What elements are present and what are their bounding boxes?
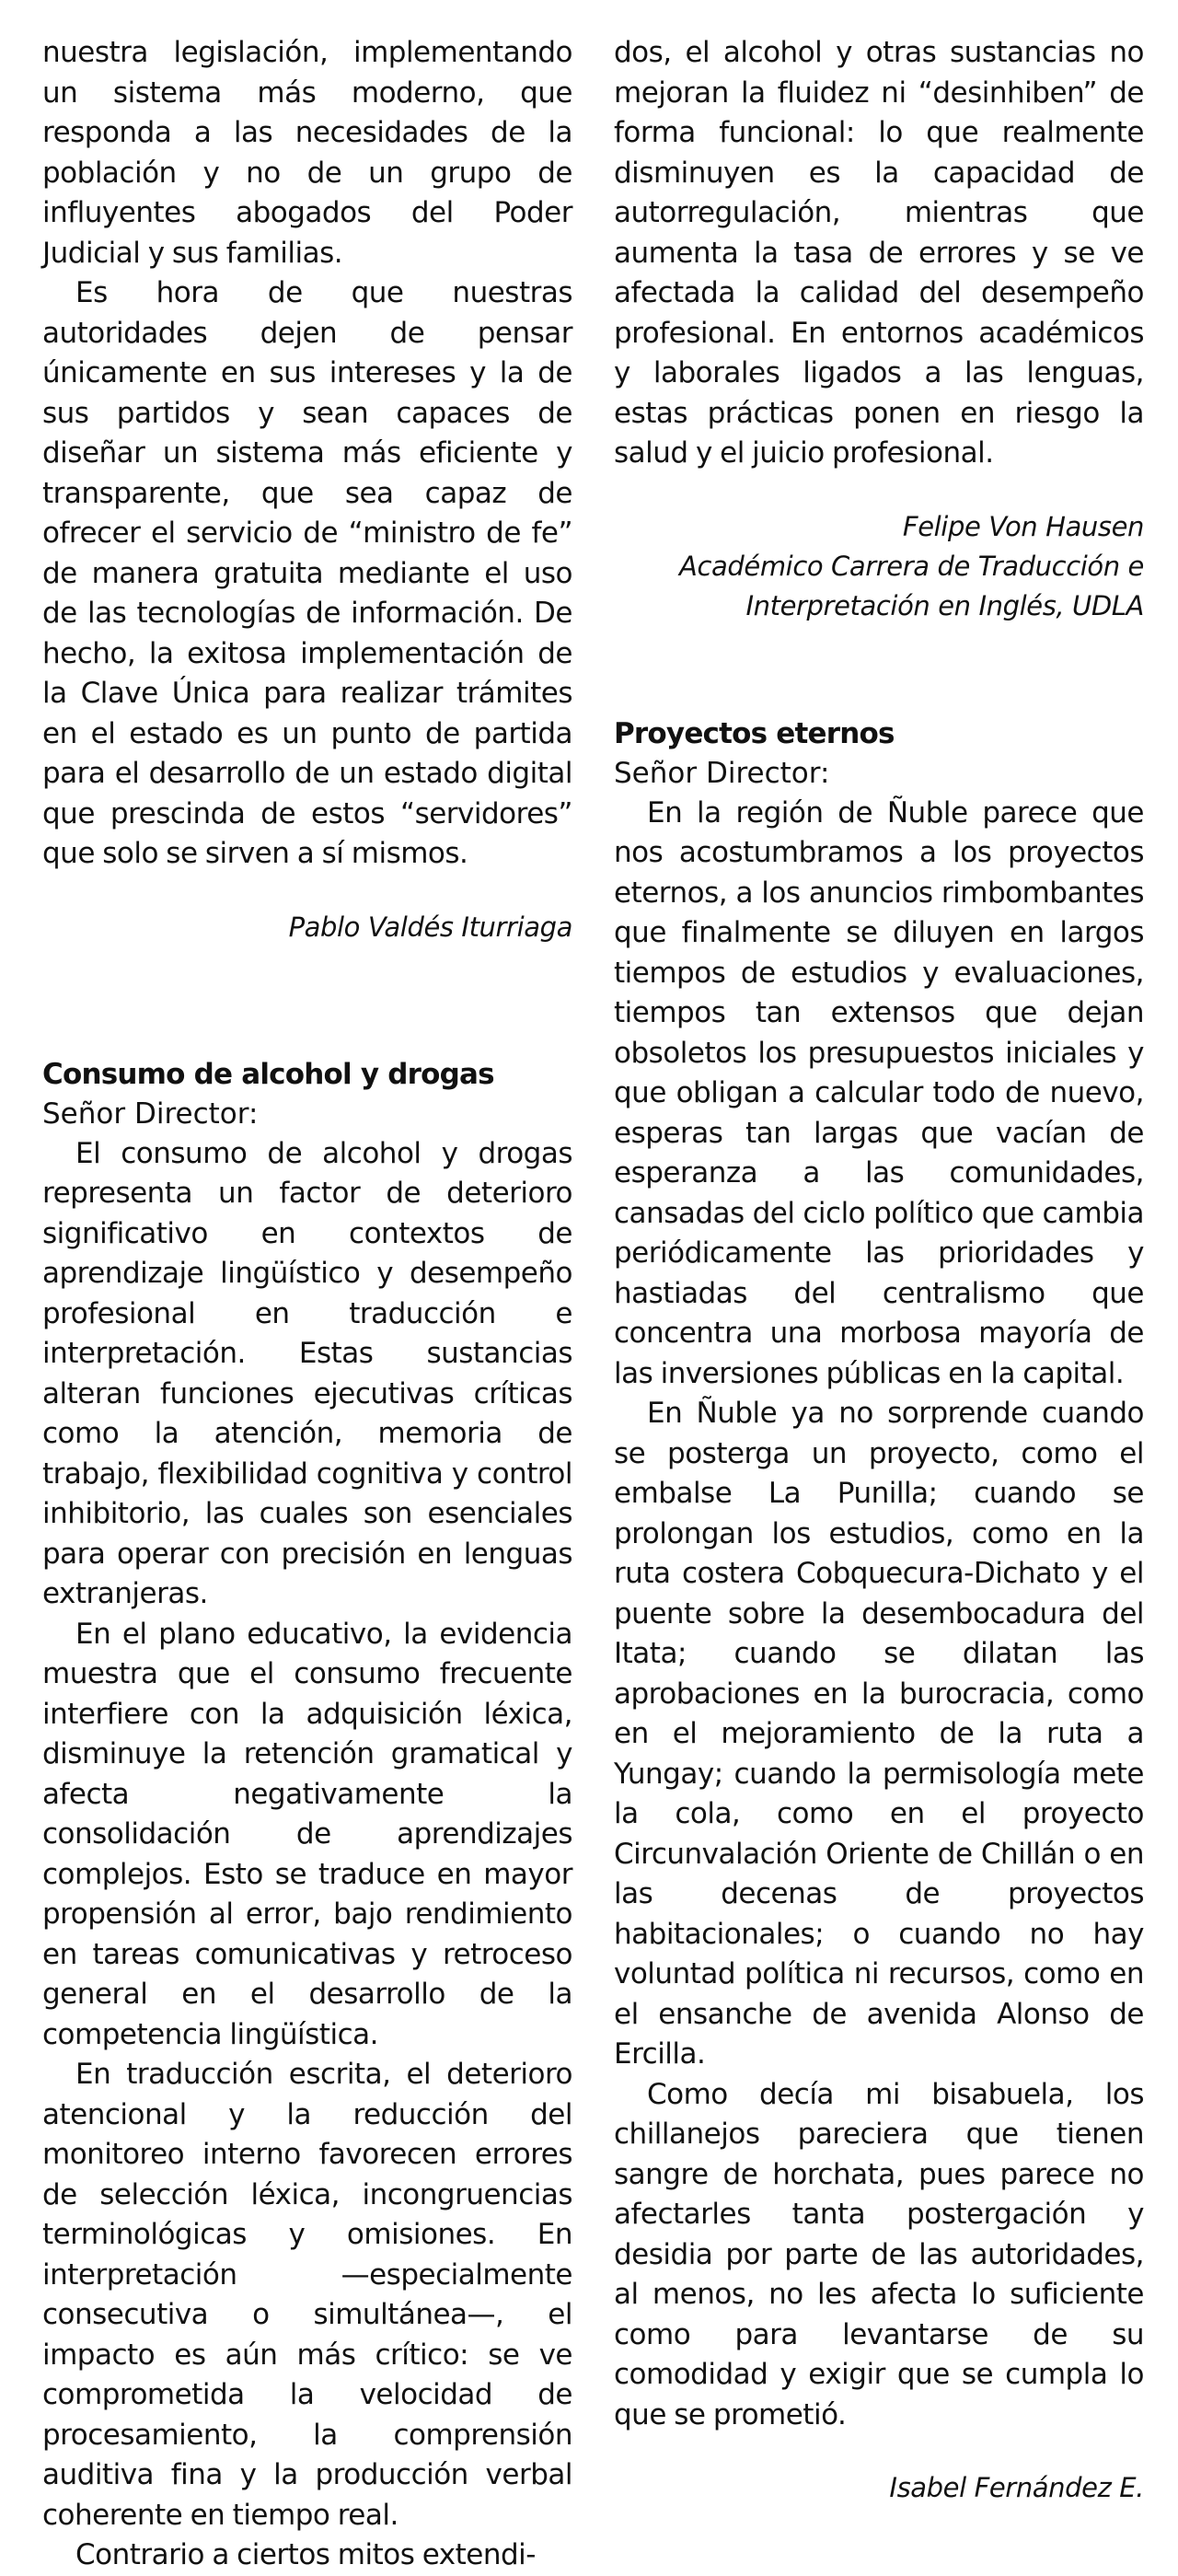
continuation-paragraph: dos, el alcohol y otras sustancias no mejoran la fluidez ni “desinhiben” de forma funcional: lo que realmente disminuyen es la capacidad de autorregulación, mientras que aumenta la tasa de errores y se ve afectada la calidad del desempeño profesional. En entornos académicos y laborales ligados a las lenguas, estas prácticas ponen en riesgo la salud y el juicio profesional.	[614, 36, 1144, 470]
right-column	[614, 33, 1144, 2508]
letter-salutation: Señor Director:	[42, 1097, 259, 1131]
letter-paragraph: En el plano educativo, la evidencia muestra que el consumo frecuente interfiere con la adquisición léxica, disminuye la retención gramatical y afecta negativamente la consolidación de aprendizajes complejos. Esto se traduce en mayor propensión al error, bajo rendimiento en tareas comunicativas y retroceso general en el desarrollo de la competencia lingüística.	[42, 1617, 572, 2051]
letter-signature-affiliation: Interpretación en Inglés, UDLA	[745, 589, 1144, 621]
letter-salutation: Señor Director:	[614, 756, 830, 790]
letter-signature-affiliation: Académico Carrera de Traducción e	[679, 550, 1144, 582]
letter-signature: Isabel Fernández E.	[889, 2472, 1144, 2503]
letter-signature: Pablo Valdés Iturriaga	[288, 911, 572, 943]
intro-paragraph: Es hora de que nuestras autoridades dejen de pensar únicamente en sus intereses y la de sus partidos y sean capaces de diseñar un sistema más eficiente y transparente, que sea capaz de ofrecer el servicio de “ministro de fe” de manera gratuita mediante el uso de las tecnologías de información. De hecho, la exitosa implementación de la Clave Única para realizar trámites en el estado es un punto de partida para el desarrollo de un estado digital que prescinda de estos “servidores” que solo se sirven a sí mismos.	[42, 276, 572, 870]
letter-paragraph: En Ñuble ya no sorprende cuando se posterga un proyecto, como el embalse La Punilla; cuando se prolongan los estudios, como en la ruta costera Cobquecura-Dichato y el puente sobre la desembocadura del Itata; cuando se dilatan las aprobaciones en la burocracia, como en el mejoramiento de la ruta a Yungay; cuando la permisología mete la cola, como en el proyecto Circunvalación Oriente de Chillán o en las decenas de proyectos habitacionales; o cuando no hay voluntad política ni recursos, como en el ensanche de avenida Alonso de Ercilla.	[614, 1397, 1144, 2071]
intro-paragraph: nuestra legislación, implementando un sistema más moderno, que responda a las necesidades de la población y no de un grupo de influyentes abogados del Poder Judicial y sus familias.	[42, 36, 572, 270]
letter-paragraph: Como decía mi bisabuela, los chillanejos pareciera que tienen sangre de horchata, pues parece no afectarles tanta postergación y desidia por parte de las autoridades, al menos, no les afecta lo suficiente como para levantarse de su comodidad y exigir que se cumpla lo que se prometió.	[614, 2077, 1144, 2431]
letter-paragraph: Contrario a ciertos mitos extendi-	[75, 2538, 536, 2571]
letter-paragraph: En la región de Ñuble parece que nos acostumbramos a los proyectos eternos, a los anuncios rimbombantes que finalmente se diluyen en largos tiempos de estudios y evaluaciones, tiempos tan extensos que dejan obsoletos los presupuestos iniciales y que obligan a calcular todo de nuevo, esperas tan largas que vacían de esperanza a las comunidades, cansadas del ciclo político que cambia periódicamente las prioridades y hastiadas del centralismo que concentra una morbosa mayoría de las inversiones públicas en la capital.	[614, 795, 1144, 1390]
left-column	[42, 33, 572, 2576]
letter-title: Proyectos eternos	[614, 716, 895, 750]
letter-signature-name: Felipe Von Hausen	[902, 510, 1144, 542]
letter-paragraph: En traducción escrita, el deterioro atencional y la reducción del monitoreo interno favorecen errores de selección léxica, incongruencias terminológicas y omisiones. En interpretación —especialmente consecutiva o simultánea—, el impacto es aún más crítico: se ve comprometida la velocidad de procesamiento, la comprensión auditiva fina y la producción verbal coherente en tiempo real.	[42, 2058, 572, 2532]
letter-paragraph: El consumo de alcohol y drogas representa un factor de deterioro significativo en contextos de aprendizaje lingüístico y desempeño profesional en traducción e interpretación. Estas sustancias alteran funciones ejecutivas críticas como la atención, memoria de trabajo, flexibilidad cognitiva y control inhibitorio, las cuales son esenciales para operar con precisión en lenguas extranjeras.	[42, 1136, 572, 1610]
letter-title: Consumo de alcohol y drogas	[42, 1057, 494, 1091]
